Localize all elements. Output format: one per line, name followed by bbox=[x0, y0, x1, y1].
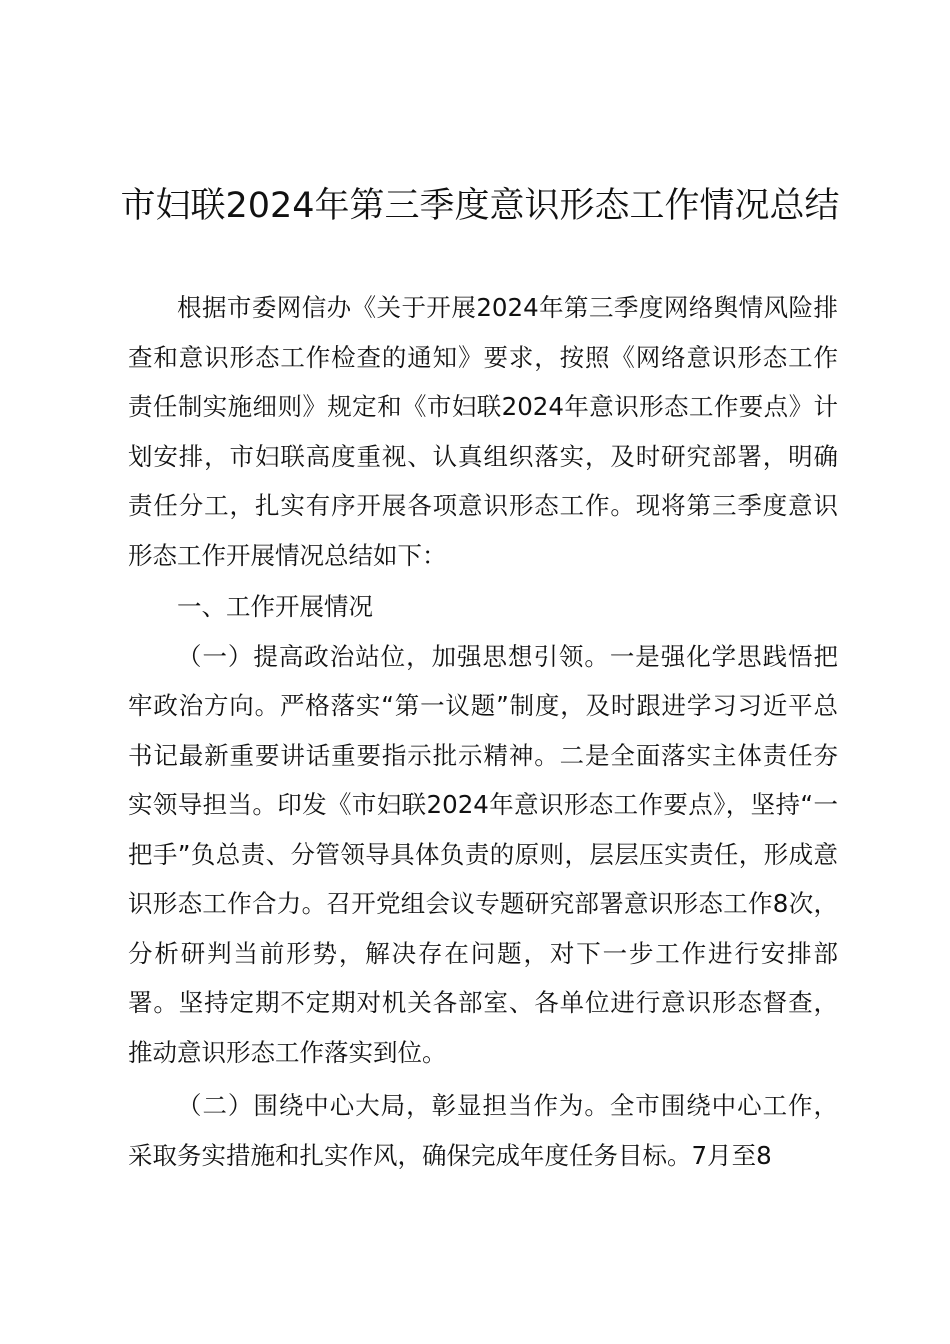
paragraph-section-1: （一）提高政治站位，加强思想引领。一是强化学思践悟把牢政治方向。严格落实“第一议题”制度，及时跟进学习习近平总书记最新重要讲话重要指示批示精神。二是全面落实主体责任夯实领导担当。印发《市妇联2024年意识形态工作要点》，坚持“一把手”负总责、分管领导具体负责的原则，层层压实责任，形成意识形态工作合力。召开党组会议专题研究部署意识形态工作8次，分析研判当前形势，解决存在问题，对下一步工作进行安排部署。坚持定期不定期对机关各部室、各单位进行意识形态督查，推动意识形态工作落实到位。 bbox=[128, 641, 838, 1067]
document-title: 市妇联2024年第三季度意识形态工作情况总结 bbox=[120, 186, 840, 226]
paragraph-intro: 根据市委网信办《关于开展2024年第三季度网络舆情风险排查和意识形态工作检查的通知》要求，按照《网络意识形态工作责任制实施细则》规定和《市妇联2024年意识形态工作要点》计划安排，市妇联高度重视、认真组织落实，及时研究部署，明确责任分工，扎实有序开展各项意识形态工作。现将第三季度意识形态工作开展情况总结如下： bbox=[128, 293, 838, 570]
document-body bbox=[128, 283, 838, 1180]
section-heading: 一、工作开展情况 bbox=[177, 592, 373, 621]
paragraph-section-2: （二）围绕中心大局，彰显担当作为。全市围绕中心工作，采取务实措施和扎实作风，确保完成年度任务目标。7月至8 bbox=[128, 1091, 838, 1170]
